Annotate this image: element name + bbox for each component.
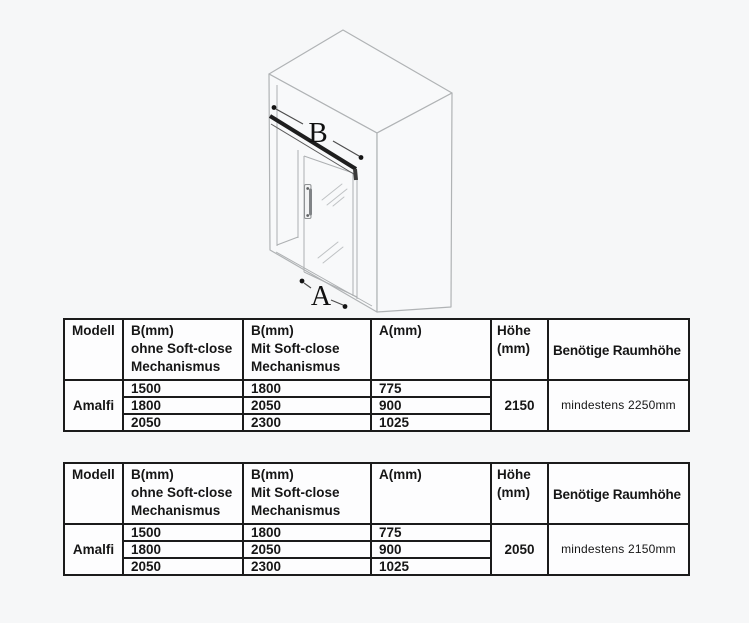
table-row	[64, 524, 689, 541]
header-line: Höhe	[497, 467, 531, 482]
header-line: Mit Soft-close	[251, 341, 340, 356]
dimension-b-dot-start	[272, 105, 277, 110]
header-line: Mit Soft-close	[251, 485, 340, 500]
header-line: Mechanismus	[251, 359, 341, 374]
dimension-a-dot-start	[300, 279, 305, 284]
cell-modell: Amalfi	[64, 524, 123, 575]
dimension-b-label: B	[308, 117, 328, 149]
header-b-ohne	[123, 463, 243, 524]
door-handle	[305, 185, 312, 219]
cell-b-mit: 1800	[243, 524, 371, 541]
header-line: B(mm)	[251, 323, 294, 338]
header-a: A(mm)	[371, 463, 491, 524]
cell-b-ohne: 1800	[123, 397, 243, 414]
dimension-a-dot-end	[343, 304, 348, 309]
cell-b-ohne: 1800	[123, 541, 243, 558]
cell-b-mit: 2300	[243, 558, 371, 575]
cell-b-mit: 1800	[243, 380, 371, 397]
cell-hoehe: 2150	[491, 380, 548, 431]
header-line: B(mm)	[131, 323, 174, 338]
header-raumhoehe: Benötige Raumhöhe	[548, 463, 689, 524]
cell-b-mit: 2050	[243, 397, 371, 414]
cell-hoehe: 2050	[491, 524, 548, 575]
dimension-b-dot-end	[359, 155, 364, 160]
cell-a: 775	[371, 524, 491, 541]
header-raumhoehe: Benötige Raumhöhe	[548, 319, 689, 380]
cell-a: 775	[371, 380, 491, 397]
cell-b-ohne: 1500	[123, 380, 243, 397]
cell-b-ohne: 1500	[123, 524, 243, 541]
cell-b-ohne: 2050	[123, 414, 243, 431]
header-line: (mm)	[497, 341, 530, 356]
cell-raumhoehe: mindestens 2250mm	[548, 380, 689, 431]
spec-table-height-2050	[63, 462, 690, 576]
header-line: ohne Soft-close	[131, 485, 233, 500]
header-line: (mm)	[497, 485, 530, 500]
header-a: A(mm)	[371, 319, 491, 380]
header-line: B(mm)	[131, 467, 174, 482]
table-header-row	[64, 463, 689, 524]
header-b-ohne	[123, 319, 243, 380]
cell-raumhoehe: mindestens 2150mm	[548, 524, 689, 575]
header-modell: Modell	[64, 463, 123, 524]
header-line: Mechanismus	[131, 359, 221, 374]
header-b-mit	[243, 319, 371, 380]
header-hoehe	[491, 319, 548, 380]
spec-table-height-2150	[63, 318, 690, 432]
cell-a: 900	[371, 397, 491, 414]
box-outline	[269, 30, 452, 312]
header-line: Mechanismus	[131, 503, 221, 518]
cell-b-ohne: 2050	[123, 558, 243, 575]
table-row	[64, 380, 689, 397]
cell-a: 900	[371, 541, 491, 558]
header-modell: Modell	[64, 319, 123, 380]
cell-a: 1025	[371, 414, 491, 431]
table-header-row	[64, 319, 689, 380]
header-line: B(mm)	[251, 467, 294, 482]
header-line: Mechanismus	[251, 503, 341, 518]
header-line: Höhe	[497, 323, 531, 338]
header-b-mit	[243, 463, 371, 524]
cell-b-mit: 2050	[243, 541, 371, 558]
dimension-a-label: A	[310, 281, 332, 312]
cell-a: 1025	[371, 558, 491, 575]
header-line: ohne Soft-close	[131, 341, 233, 356]
cell-modell: Amalfi	[64, 380, 123, 431]
header-hoehe	[491, 463, 548, 524]
cell-b-mit: 2300	[243, 414, 371, 431]
